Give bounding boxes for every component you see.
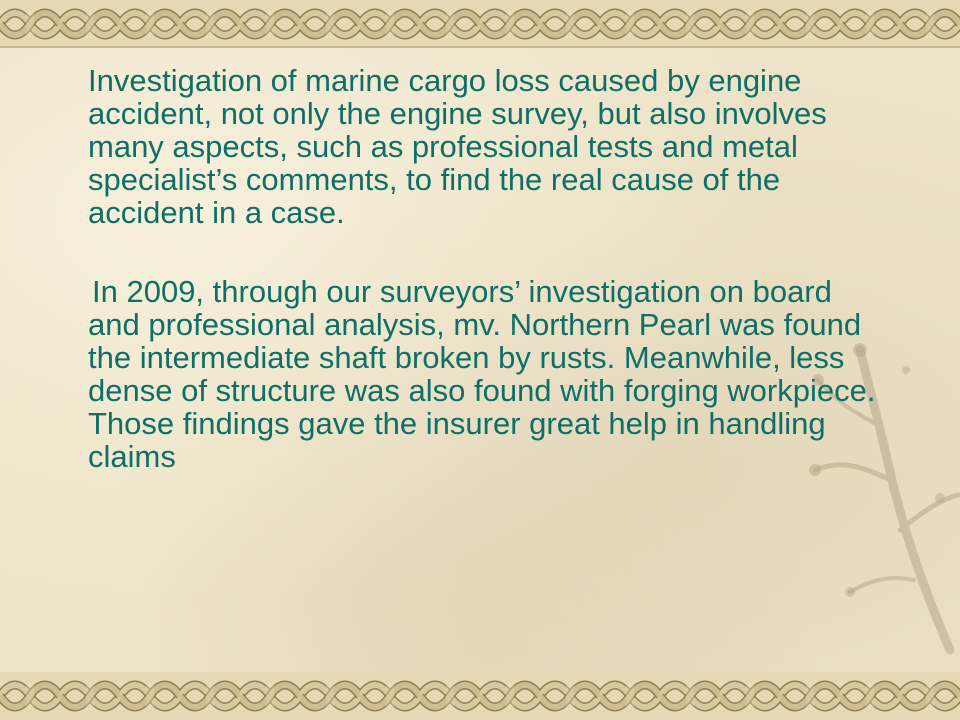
slide-body: [88, 64, 888, 473]
paragraph-investigation: Investigation of marine cargo loss caused by engine accident, not only the engine survey, but also involves many aspects, such as professional tests and metal specialist’s comments, to find the real cause of the accident in a case.: [88, 63, 827, 230]
top-knot-border: [0, 0, 960, 48]
paragraph-northern-pearl: In 2009, through our surveyors’ investigation on board and professional analysis, mv. Northern Pearl was found the intermediate shaft broken by rusts. Meanwhile, less dense of structure was also found with forging workpiece. Those findings gave the insurer great help in handling claims: [88, 274, 876, 474]
bottom-knot-border: [0, 672, 960, 720]
